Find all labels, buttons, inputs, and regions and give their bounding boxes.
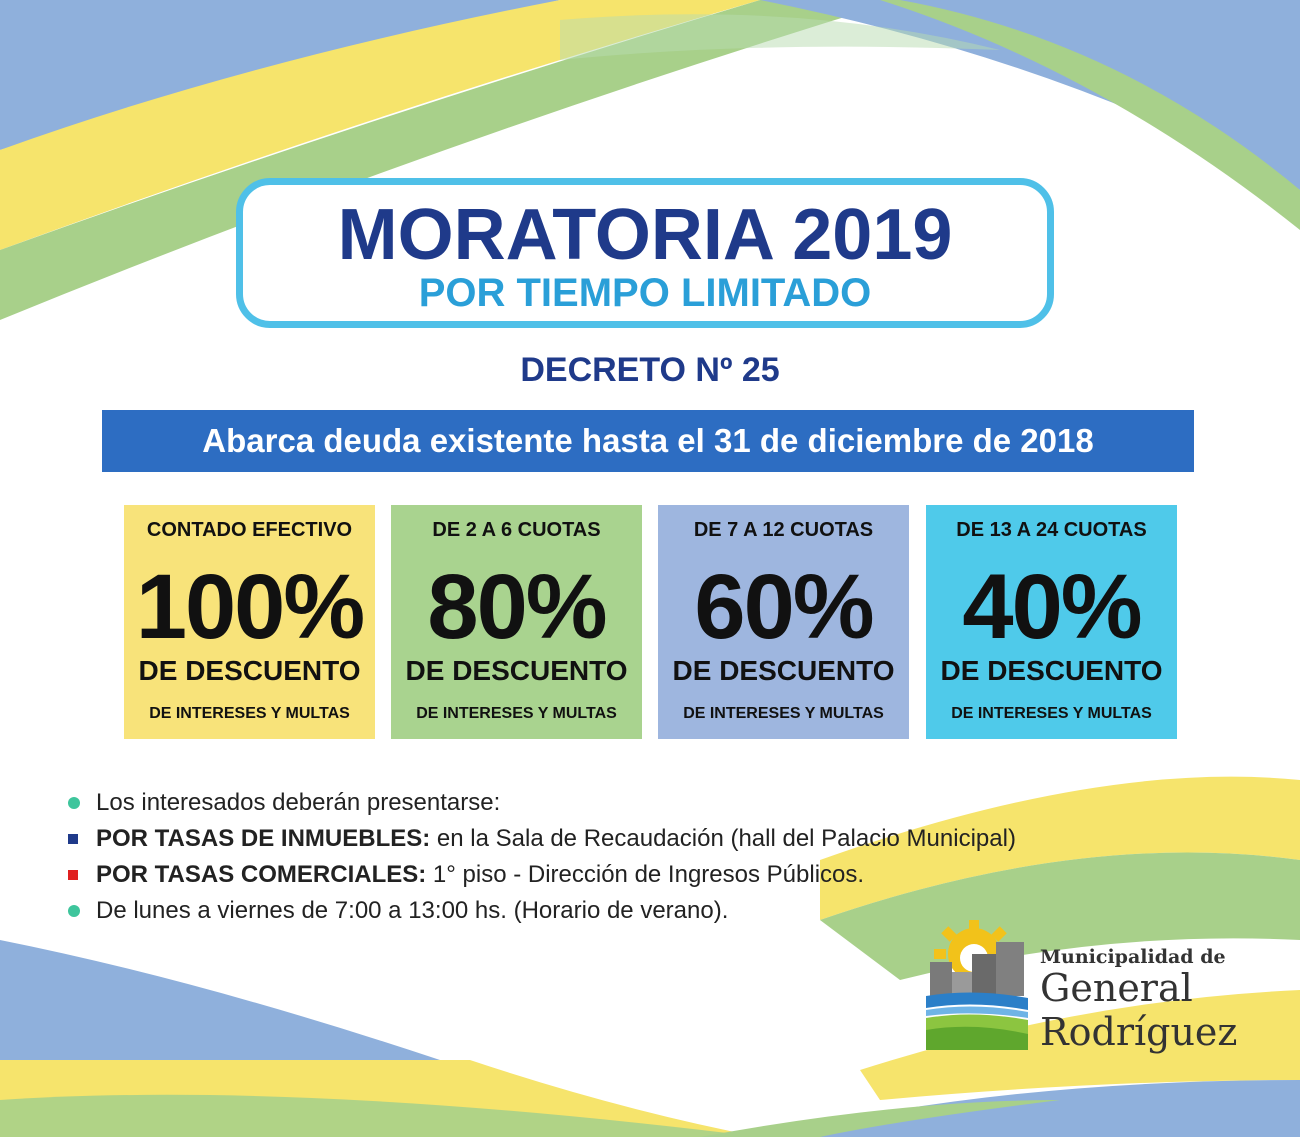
plan-card-13-24 — [926, 505, 1177, 739]
logo-text-municipalidad: Municipalidad de — [1040, 946, 1226, 968]
info-item — [66, 857, 1206, 893]
plan-card-2-6 — [391, 505, 642, 739]
page-subtitle: POR TIEMPO LIMITADO — [418, 271, 872, 315]
decree-number: DECRETO Nº 25 — [520, 351, 780, 389]
plan-discount-label: DE DESCUENTO — [672, 655, 895, 686]
info-text: Los interesados deberán presentarse: — [96, 789, 501, 816]
plan-detail: DE INTERESES Y MULTAS — [951, 705, 1152, 722]
logo-text-rodriguez: Rodríguez — [1040, 1010, 1238, 1054]
municipal-gear-city-icon — [924, 918, 1034, 1058]
plan-detail: DE INTERESES Y MULTAS — [683, 705, 884, 722]
blue-square-icon — [68, 834, 78, 844]
info-item — [66, 821, 1206, 857]
plan-percent: 40% — [962, 556, 1141, 658]
plan-header: DE 7 A 12 CUOTAS — [693, 519, 874, 541]
green-dot-icon — [68, 797, 80, 809]
plan-card-cash — [124, 505, 375, 739]
plan-percent: 100% — [135, 556, 364, 658]
logo-text-general: General — [1040, 966, 1193, 1010]
municipality-logo — [924, 918, 1284, 1058]
info-list — [66, 785, 1206, 929]
info-text: De lunes a viernes de 7:00 a 13:00 hs. (Horario de verano). — [96, 897, 729, 924]
green-dot-icon — [68, 905, 80, 917]
title-box — [236, 178, 1054, 328]
plan-header: CONTADO EFECTIVO — [146, 519, 353, 541]
plan-percent: 60% — [694, 556, 873, 658]
coverage-banner: Abarca deuda existente hasta el 31 de diciembre de 2018 — [102, 410, 1194, 472]
plan-header: DE 2 A 6 CUOTAS — [432, 519, 601, 541]
plan-percent: 80% — [427, 556, 606, 658]
plan-detail: DE INTERESES Y MULTAS — [149, 705, 350, 722]
info-text: en la Sala de Recaudación (hall del Palacio Municipal) — [430, 825, 1016, 852]
info-label: POR TASAS DE INMUEBLES: — [96, 825, 431, 852]
plan-discount-label: DE DESCUENTO — [940, 655, 1163, 686]
plan-detail: DE INTERESES Y MULTAS — [416, 705, 617, 722]
info-text: 1° piso - Dirección de Ingresos Públicos. — [426, 861, 865, 888]
info-item — [66, 785, 1206, 821]
page-title: MORATORIA 2019 — [337, 195, 953, 275]
plan-header: DE 13 A 24 CUOTAS — [956, 519, 1147, 541]
red-square-icon — [68, 870, 78, 880]
info-label: POR TASAS COMERCIALES: — [96, 861, 427, 888]
plan-discount-label: DE DESCUENTO — [138, 655, 361, 686]
plan-card-7-12 — [658, 505, 909, 739]
plan-discount-label: DE DESCUENTO — [405, 655, 628, 686]
